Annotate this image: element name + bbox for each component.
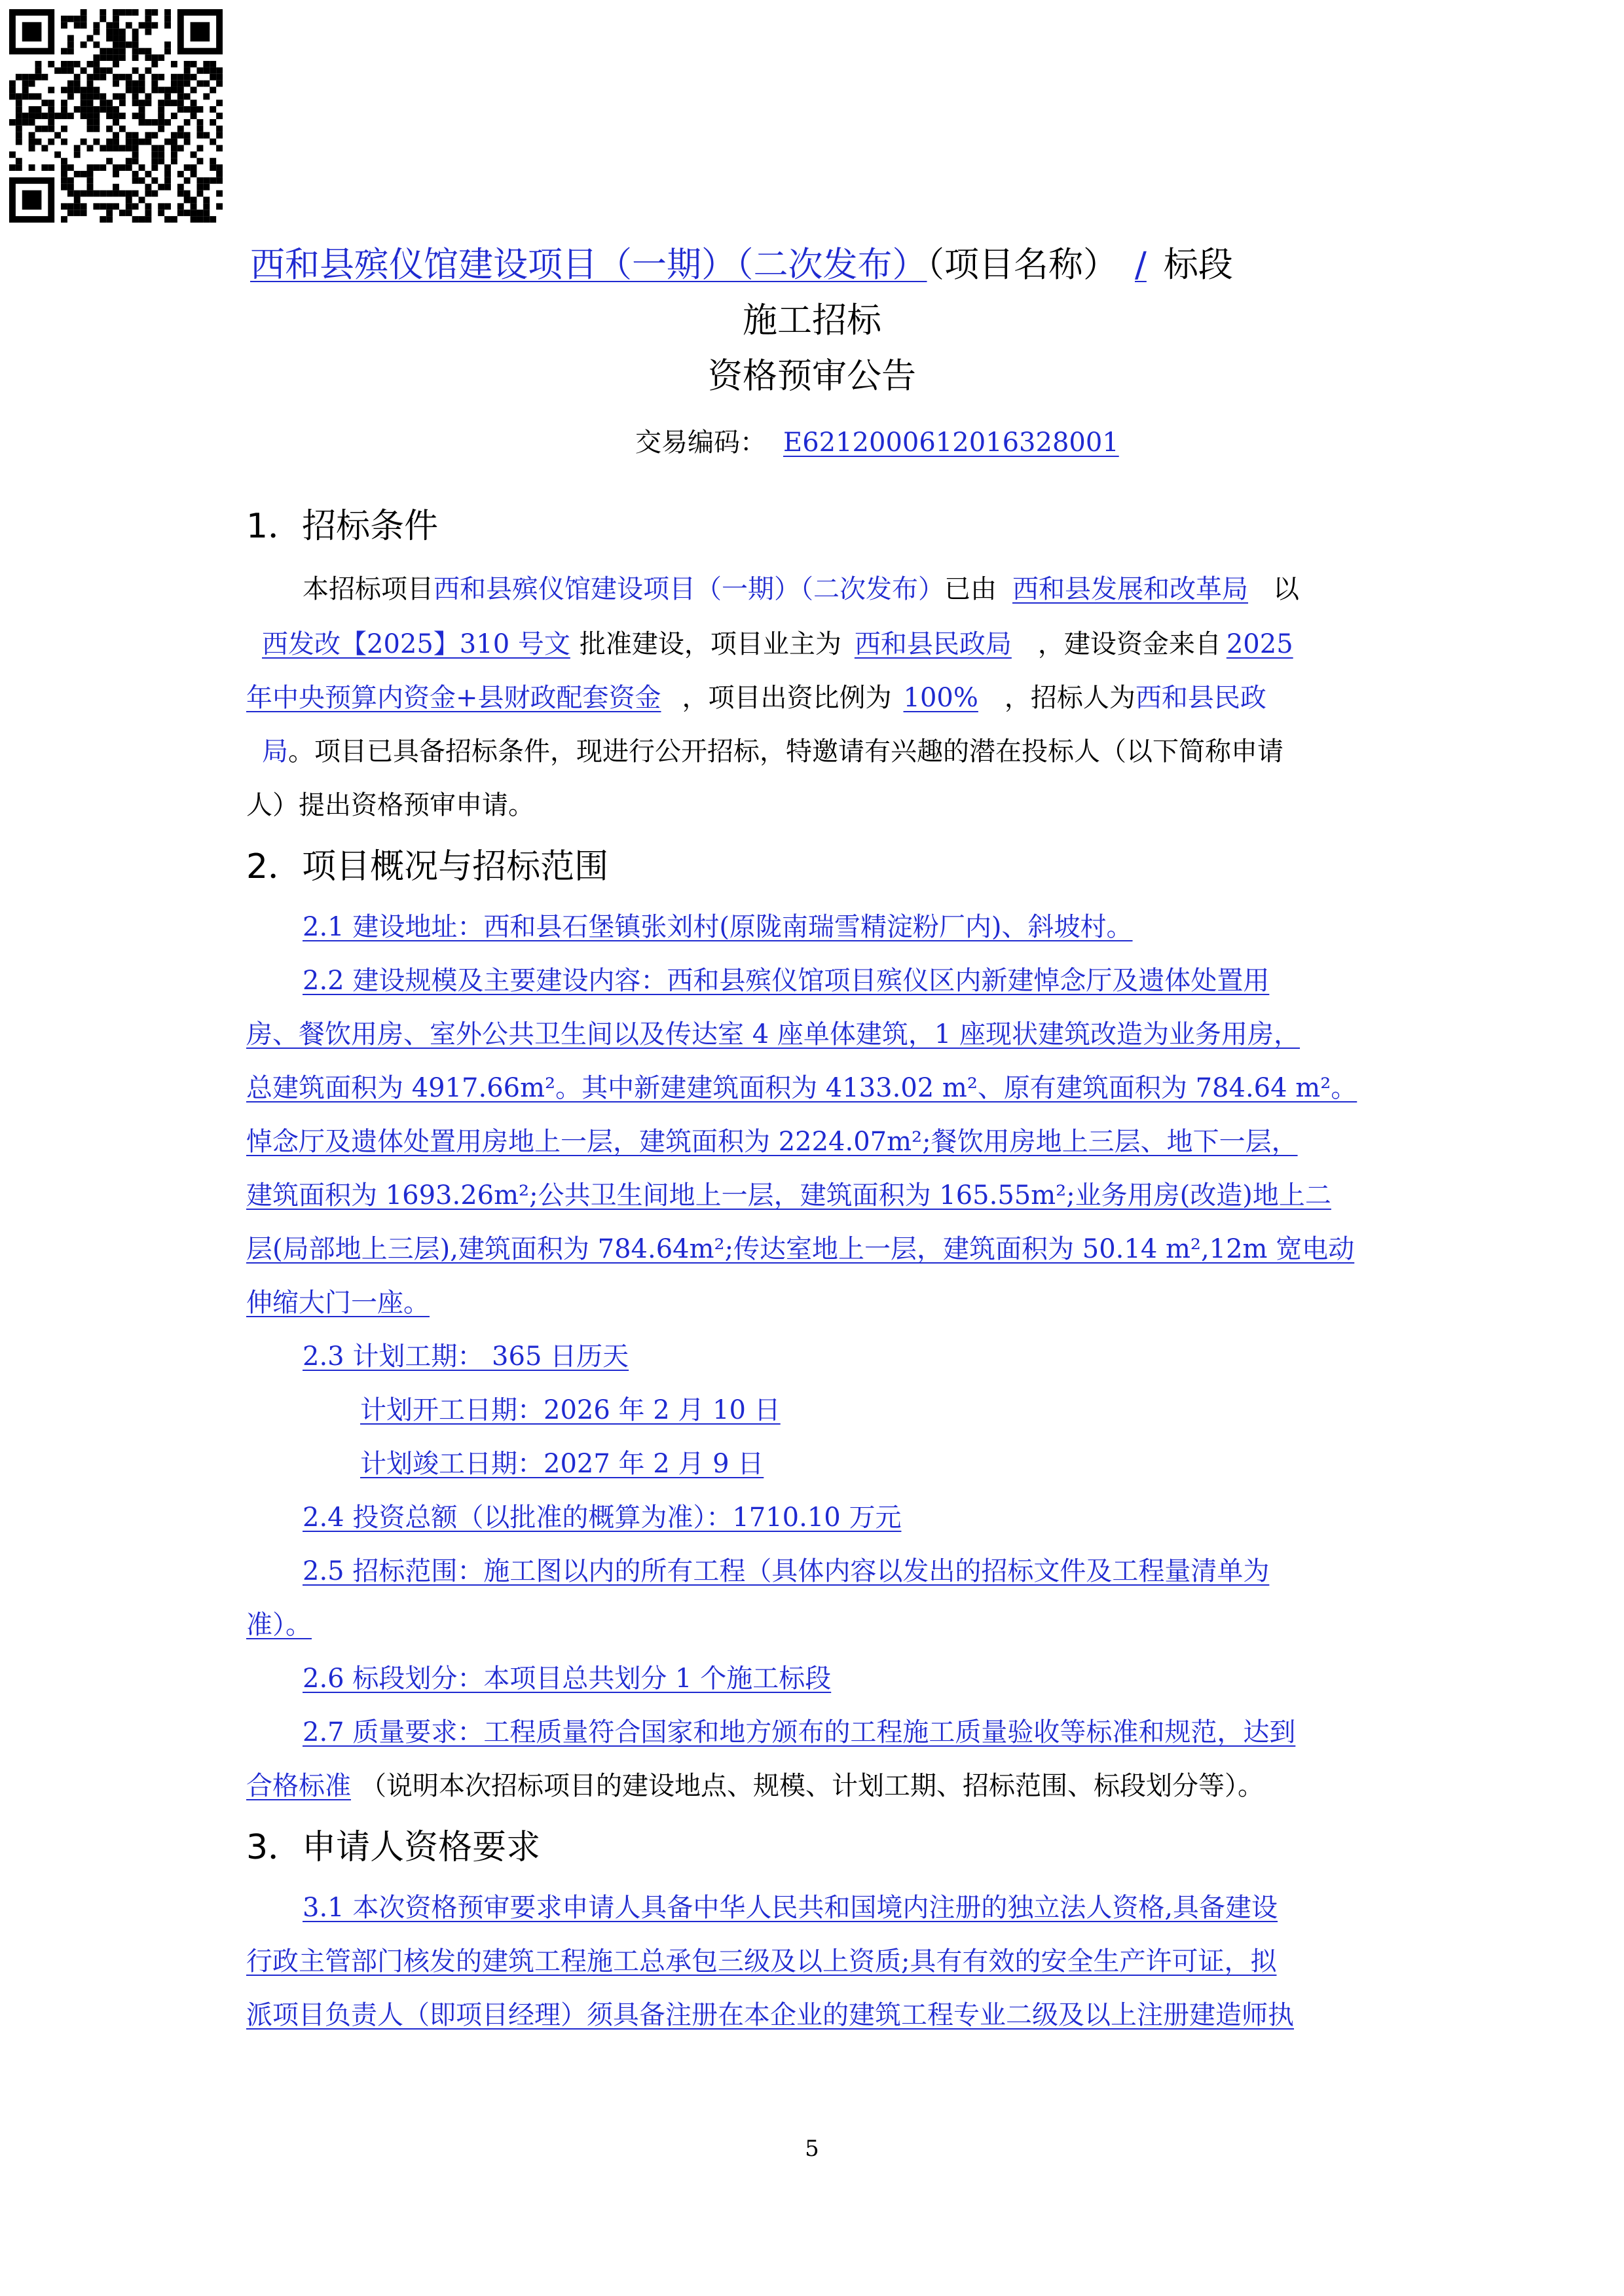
project-name: 西和县殡仪馆建设项目（一期）（二次发布） [250,245,927,285]
s2-item-2-2-line6: 层(局部地上三层),建筑面积为 784.64m²;传达室地上一层，建筑面积为 50.14 m²,12m 宽电动 [246,1234,1355,1264]
s1-line3: 年中央预算内资金+县财政配套资金 ，项目出资比例为 100% ，招标人为西和县民政 [246,683,1266,713]
s1-line5: 人）提出资格预审申请。 [246,790,534,820]
s2-item-2-7-line1: 2.7 质量要求：工程质量符合国家和地方颁布的工程施工质量验收等标准和规范，达到 [303,1717,1296,1747]
page-number: 5 [805,2136,819,2162]
s2-item-2-4: 2.4 投资总额（以批准的概算为准）：1710.10 万元 [303,1503,902,1533]
s2-item-2-3: 2.3 计划工期： 365 日历天 [303,1341,629,1372]
s2-item-2-2-line3: 总建筑面积为 4917.66m²。其中新建建筑面积为 4133.02 m²、原有建筑面积为 784.64 m²。 [246,1073,1357,1103]
s2-item-2-5-line1: 2.5 招标范围：施工图以内的所有工程（具体内容以发出的招标文件及工程量清单为 [303,1556,1270,1586]
s2-item-2-2-line2: 房、餐饮用房、室外公共卫生间以及传达室 4 座单体建筑，1 座现状建筑改造为业务用房， [246,1019,1301,1049]
s2-item-2-2-line7: 伸缩大门一座。 [246,1288,430,1318]
qr-code-icon [9,9,223,223]
s2-item-2-7-line2: 合格标准 （说明本次招标项目的建设地点、规模、计划工期、招标范围、标段划分等）。 [246,1771,1264,1801]
s3-item-3-1-line1: 3.1 本次资格预审要求申请人具备中华人民共和国境内注册的独立法人资格,具备建设 [303,1893,1278,1923]
section-2-heading: 2．项目概况与招标范围 [246,847,609,886]
s2-item-2-1: 2.1 建设地址：西和县石堡镇张刘村(原陇南瑞雪精淀粉厂内)、斜坡村。 [303,912,1133,942]
trade-code-value: E6212000612016328001 [783,428,1119,458]
s3-item-3-1-line3: 派项目负责人（即项目经理）须具备注册在本企业的建筑工程专业二级及以上注册建造师执 [246,2000,1294,2030]
s2-item-2-5-line2: 准）。 [246,1610,312,1640]
s2-item-2-2-line5: 建筑面积为 1693.26m²;公共卫生间地上一层，建筑面积为 165.55m²;业务用房(改造)地上二 [246,1180,1331,1211]
trade-code [635,422,1136,459]
project-name-suffix: （项目名称） [927,245,1118,285]
section-suffix: 标段 [1163,245,1233,285]
s1-line4: 局。项目已具备招标条件，现进行公开招标，特邀请有兴趣的潜在投标人（以下简称申请 [262,737,1283,767]
s3-item-3-1-line2: 行政主管部门核发的建筑工程施工总承包三级及以上资质;具有有效的安全生产许可证，拟 [246,1946,1277,1977]
section-1-heading: 1．招标条件 [246,507,439,546]
s1-line2: 西发改【2025】310 号文 批准建设，项目业主为 西和县民政局 ，建设资金来自 2025 [262,629,1293,659]
s2-item-2-2-line1: 2.2 建设规模及主要建设内容：西和县殡仪馆项目殡仪区内新建悼念厅及遗体处置用 [303,966,1270,996]
trade-code-label: 交易编码： [635,428,766,458]
s2-item-2-6: 2.6 标段划分：本项目总共划分 1 个施工标段 [303,1664,832,1694]
s1-line1: 本招标项目西和县殡仪馆建设项目（一期）（二次发布）已由 西和县发展和改革局 以 [303,574,1299,604]
s2-planned-end: 计划竣工日期：2027 年 2 月 9 日 [360,1449,764,1479]
s2-item-2-2-line4: 悼念厅及遗体处置用房地上一层，建筑面积为 2224.07m²;餐饮用房地上三层、地下一层， [246,1127,1298,1157]
document-title-line1 [250,242,1233,288]
section-value: / [1135,245,1147,285]
s2-planned-start: 计划开工日期：2026 年 2 月 10 日 [360,1395,781,1425]
section-3-heading: 3．申请人资格要求 [246,1828,541,1867]
document-title-line3: 资格预审公告 [708,356,916,396]
document-title-line2: 施工招标 [743,301,881,340]
